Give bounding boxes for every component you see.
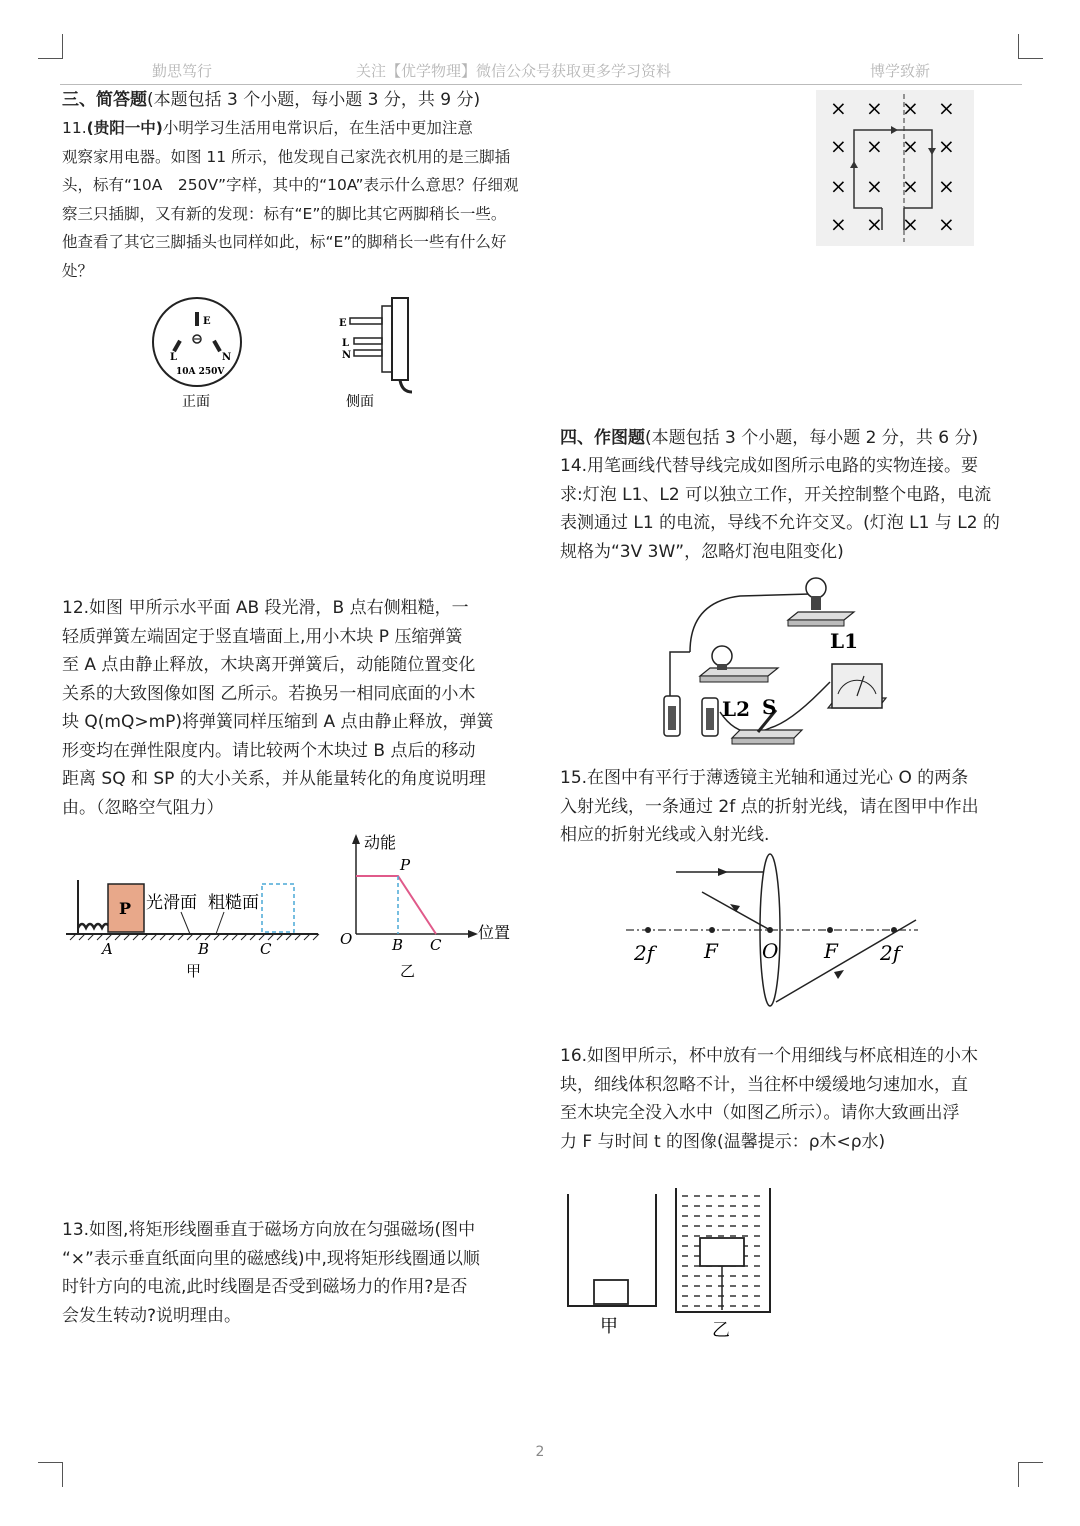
x-axis-label: 位置 bbox=[478, 923, 511, 942]
field-cross: × bbox=[938, 212, 955, 236]
page-header bbox=[60, 58, 1022, 85]
q14-line: 求:灯泡 L1、L2 可以独立工作，开关控制整个电路，电流 bbox=[560, 484, 992, 505]
field-cross: × bbox=[902, 96, 919, 120]
q14-line: 表测通过 L1 的电流，导线不允许交叉。(灯泡 L1 与 L2 的 bbox=[560, 513, 1000, 533]
q13-magnetic-field-figure bbox=[816, 90, 974, 246]
smooth-label: 光滑面 bbox=[146, 893, 197, 913]
page-number: 2 bbox=[535, 1444, 545, 1460]
caption-jia: 甲 bbox=[186, 962, 202, 980]
q12-line: 形变均在弹性限度内。请比较两个木块过 B 点后的移动 bbox=[62, 740, 476, 761]
q16-cups-figure bbox=[560, 1184, 780, 1344]
q11-number: 11. bbox=[62, 119, 87, 137]
q12-line: 至 A 点由静止释放，木块离开弹簧后，动能随位置变化 bbox=[62, 655, 476, 675]
section4-note: (本题包括 3 个小题，每小题 2 分，共 6 分) bbox=[645, 428, 979, 448]
field-cross: × bbox=[938, 134, 955, 158]
side-caption: 侧面 bbox=[346, 394, 374, 410]
q16-text bbox=[560, 1042, 978, 1156]
point-b: B bbox=[198, 940, 210, 958]
point-a: A bbox=[102, 940, 113, 958]
side-pin-e: E bbox=[339, 318, 347, 329]
figure-jia bbox=[66, 880, 319, 980]
crop-mark-top-right bbox=[1018, 34, 1043, 59]
q11-source: (贵阳一中) bbox=[86, 119, 163, 137]
q15-lens-figure bbox=[626, 848, 922, 1012]
right-f: F bbox=[824, 939, 838, 963]
field-cross: × bbox=[830, 134, 847, 158]
plug-front-view bbox=[153, 298, 241, 410]
side-pin-l: L bbox=[342, 338, 350, 349]
section4-heading bbox=[560, 424, 978, 452]
section3-note: (本题包括 3 个小题，每小题 3 分，共 9 分) bbox=[147, 90, 481, 110]
figure-yi-graph bbox=[340, 833, 510, 980]
plug-side-view bbox=[339, 298, 412, 410]
field-cross: × bbox=[866, 134, 883, 158]
side-pin-n: N bbox=[342, 350, 352, 361]
field-cross: × bbox=[866, 174, 883, 198]
q16-line: 至木块完全没入水中（如图乙所示）。请你大致画出浮 bbox=[560, 1103, 960, 1123]
q15-line: 15.在图中有平行于薄透镜主光轴和通过光心 O 的两条 bbox=[560, 768, 969, 788]
field-cross: × bbox=[902, 212, 919, 236]
q13-line: 会发生转动?说明理由。 bbox=[62, 1305, 242, 1326]
q14-line: 14.用笔画线代替导线完成如图所示电路的实物连接。要 bbox=[560, 456, 979, 476]
q15-line: 相应的折射光线或入射光线. bbox=[560, 825, 770, 845]
q11-line: 处？ bbox=[62, 261, 94, 280]
left-2f: 2f bbox=[634, 941, 655, 965]
lamp-l1 bbox=[788, 578, 858, 653]
cup-jia bbox=[568, 1194, 656, 1337]
l2-label: L2 bbox=[722, 697, 750, 721]
crop-mark-bottom-left bbox=[38, 1462, 63, 1487]
section3-heading bbox=[62, 86, 480, 114]
field-cross: × bbox=[830, 96, 847, 120]
l1-label: L1 bbox=[830, 629, 858, 653]
q12-line: 轻质弹簧左端固定于竖直墙面上,用小木块 P 压缩弹簧 bbox=[62, 626, 463, 647]
section4-title: 四、作图题 bbox=[560, 428, 645, 448]
point-c: C bbox=[260, 940, 272, 958]
field-cross: × bbox=[830, 212, 847, 236]
pin-e-label: E bbox=[203, 316, 211, 327]
q16-line: 块，细线体积忽略不计，当往杯中缓缓地匀速加水，直 bbox=[560, 1074, 968, 1095]
header-right: 博学致新 bbox=[870, 62, 931, 80]
q13-line: 时针方向的电流,此时线圈是否受到磁场力的作用?是否 bbox=[62, 1277, 468, 1297]
q12-line: 由。（忽略空气阻力） bbox=[62, 797, 224, 818]
right-2f: 2f bbox=[880, 941, 901, 965]
cup-yi-caption: 乙 bbox=[712, 1320, 730, 1341]
ammeter bbox=[828, 664, 886, 708]
left-f: F bbox=[704, 939, 718, 963]
field-cross: × bbox=[938, 174, 955, 198]
q11-line: 察三只插脚，又有新的发现：标有“E”的脚比其它两脚稍长一些。 bbox=[62, 204, 507, 223]
caption-yi: 乙 bbox=[400, 962, 416, 980]
q12-text bbox=[62, 594, 493, 822]
field-cross: × bbox=[938, 96, 955, 120]
plug-rating: 10A 250V bbox=[176, 367, 225, 377]
y-axis-label: 动能 bbox=[364, 833, 397, 852]
q11-text bbox=[62, 114, 519, 285]
section3-title: 三、简答题 bbox=[62, 90, 147, 110]
q12-line: 距离 SQ 和 SP 的大小关系，并从能量转化的角度说明理 bbox=[62, 769, 486, 789]
front-caption: 正面 bbox=[182, 394, 210, 410]
pin-n-label: N bbox=[222, 352, 232, 363]
batteries bbox=[664, 696, 718, 736]
q16-line: 16.如图甲所示，杯中放有一个用细线与杯底相连的小木 bbox=[560, 1046, 979, 1066]
pin-l-label: L bbox=[170, 352, 178, 363]
optical-center-o: O bbox=[762, 939, 779, 963]
rough-label: 粗糙面 bbox=[208, 893, 259, 913]
crop-mark-bottom-right bbox=[1018, 1462, 1043, 1487]
field-cross: × bbox=[866, 212, 883, 236]
q14-text bbox=[560, 452, 1000, 566]
field-cross: × bbox=[830, 174, 847, 198]
switch-label: S bbox=[762, 695, 777, 719]
q14-line: 规格为“3V 3W”，忽略灯泡电阻变化) bbox=[560, 541, 844, 562]
graph-point-b: B bbox=[392, 936, 404, 954]
field-cross: × bbox=[902, 134, 919, 158]
q11-plug-figure bbox=[150, 292, 420, 414]
q12-line: 12.如图 甲所示水平面 AB 段光滑，B 点右侧粗糙，一 bbox=[62, 598, 469, 618]
graph-point-c: C bbox=[430, 936, 442, 954]
q12-line: 关系的大致图像如图 乙所示。若换另一相同底面的小木 bbox=[62, 683, 476, 704]
field-cross: × bbox=[902, 174, 919, 198]
q12-line: 块 Q(mQ>mP)将弹簧同样压缩到 A 点由静止释放，弹簧 bbox=[62, 712, 494, 732]
header-left: 勤思笃行 bbox=[152, 62, 213, 80]
q15-line: 入射光线，一条通过 2f 点的折射光线，请在图甲中作出 bbox=[560, 796, 979, 817]
q16-line: 力 F 与时间 t 的图像(温馨提示：ρ木<ρ水) bbox=[560, 1131, 886, 1152]
q11-line: 他查看了其它三脚插头也同样如此，标“E”的脚稍长一些有什么好 bbox=[62, 233, 507, 251]
crop-mark-top-left bbox=[38, 34, 63, 59]
q11-line: 小明学习生活用电常识后，在生活中更加注意 bbox=[162, 119, 473, 137]
q15-text bbox=[560, 764, 979, 850]
block-p-label: P bbox=[119, 899, 132, 918]
cup-jia-caption: 甲 bbox=[600, 1316, 618, 1337]
origin-o: O bbox=[340, 930, 353, 948]
q12-figure bbox=[66, 826, 526, 982]
q13-line: “×”表示垂直纸面向里的磁感线)中,现将矩形线圈通以顺 bbox=[62, 1248, 480, 1269]
field-cross: × bbox=[866, 96, 883, 120]
q13-text bbox=[62, 1216, 480, 1330]
q14-circuit-figure bbox=[660, 572, 892, 756]
q11-line: 观察家用电器。如图 11 所示，他发现自己家洗衣机用的是三脚插 bbox=[62, 147, 511, 166]
graph-point-p: P bbox=[400, 856, 411, 874]
cup-yi bbox=[676, 1188, 770, 1341]
q11-line: 头，标有“10A 250V”字样，其中的“10A”表示什么意思？仔细观 bbox=[62, 176, 519, 194]
header-center: 关注【优学物理】微信公众号获取更多学习资料 bbox=[356, 62, 672, 80]
q13-line: 13.如图,将矩形线圈垂直于磁场方向放在匀强磁场(图中 bbox=[62, 1220, 476, 1240]
